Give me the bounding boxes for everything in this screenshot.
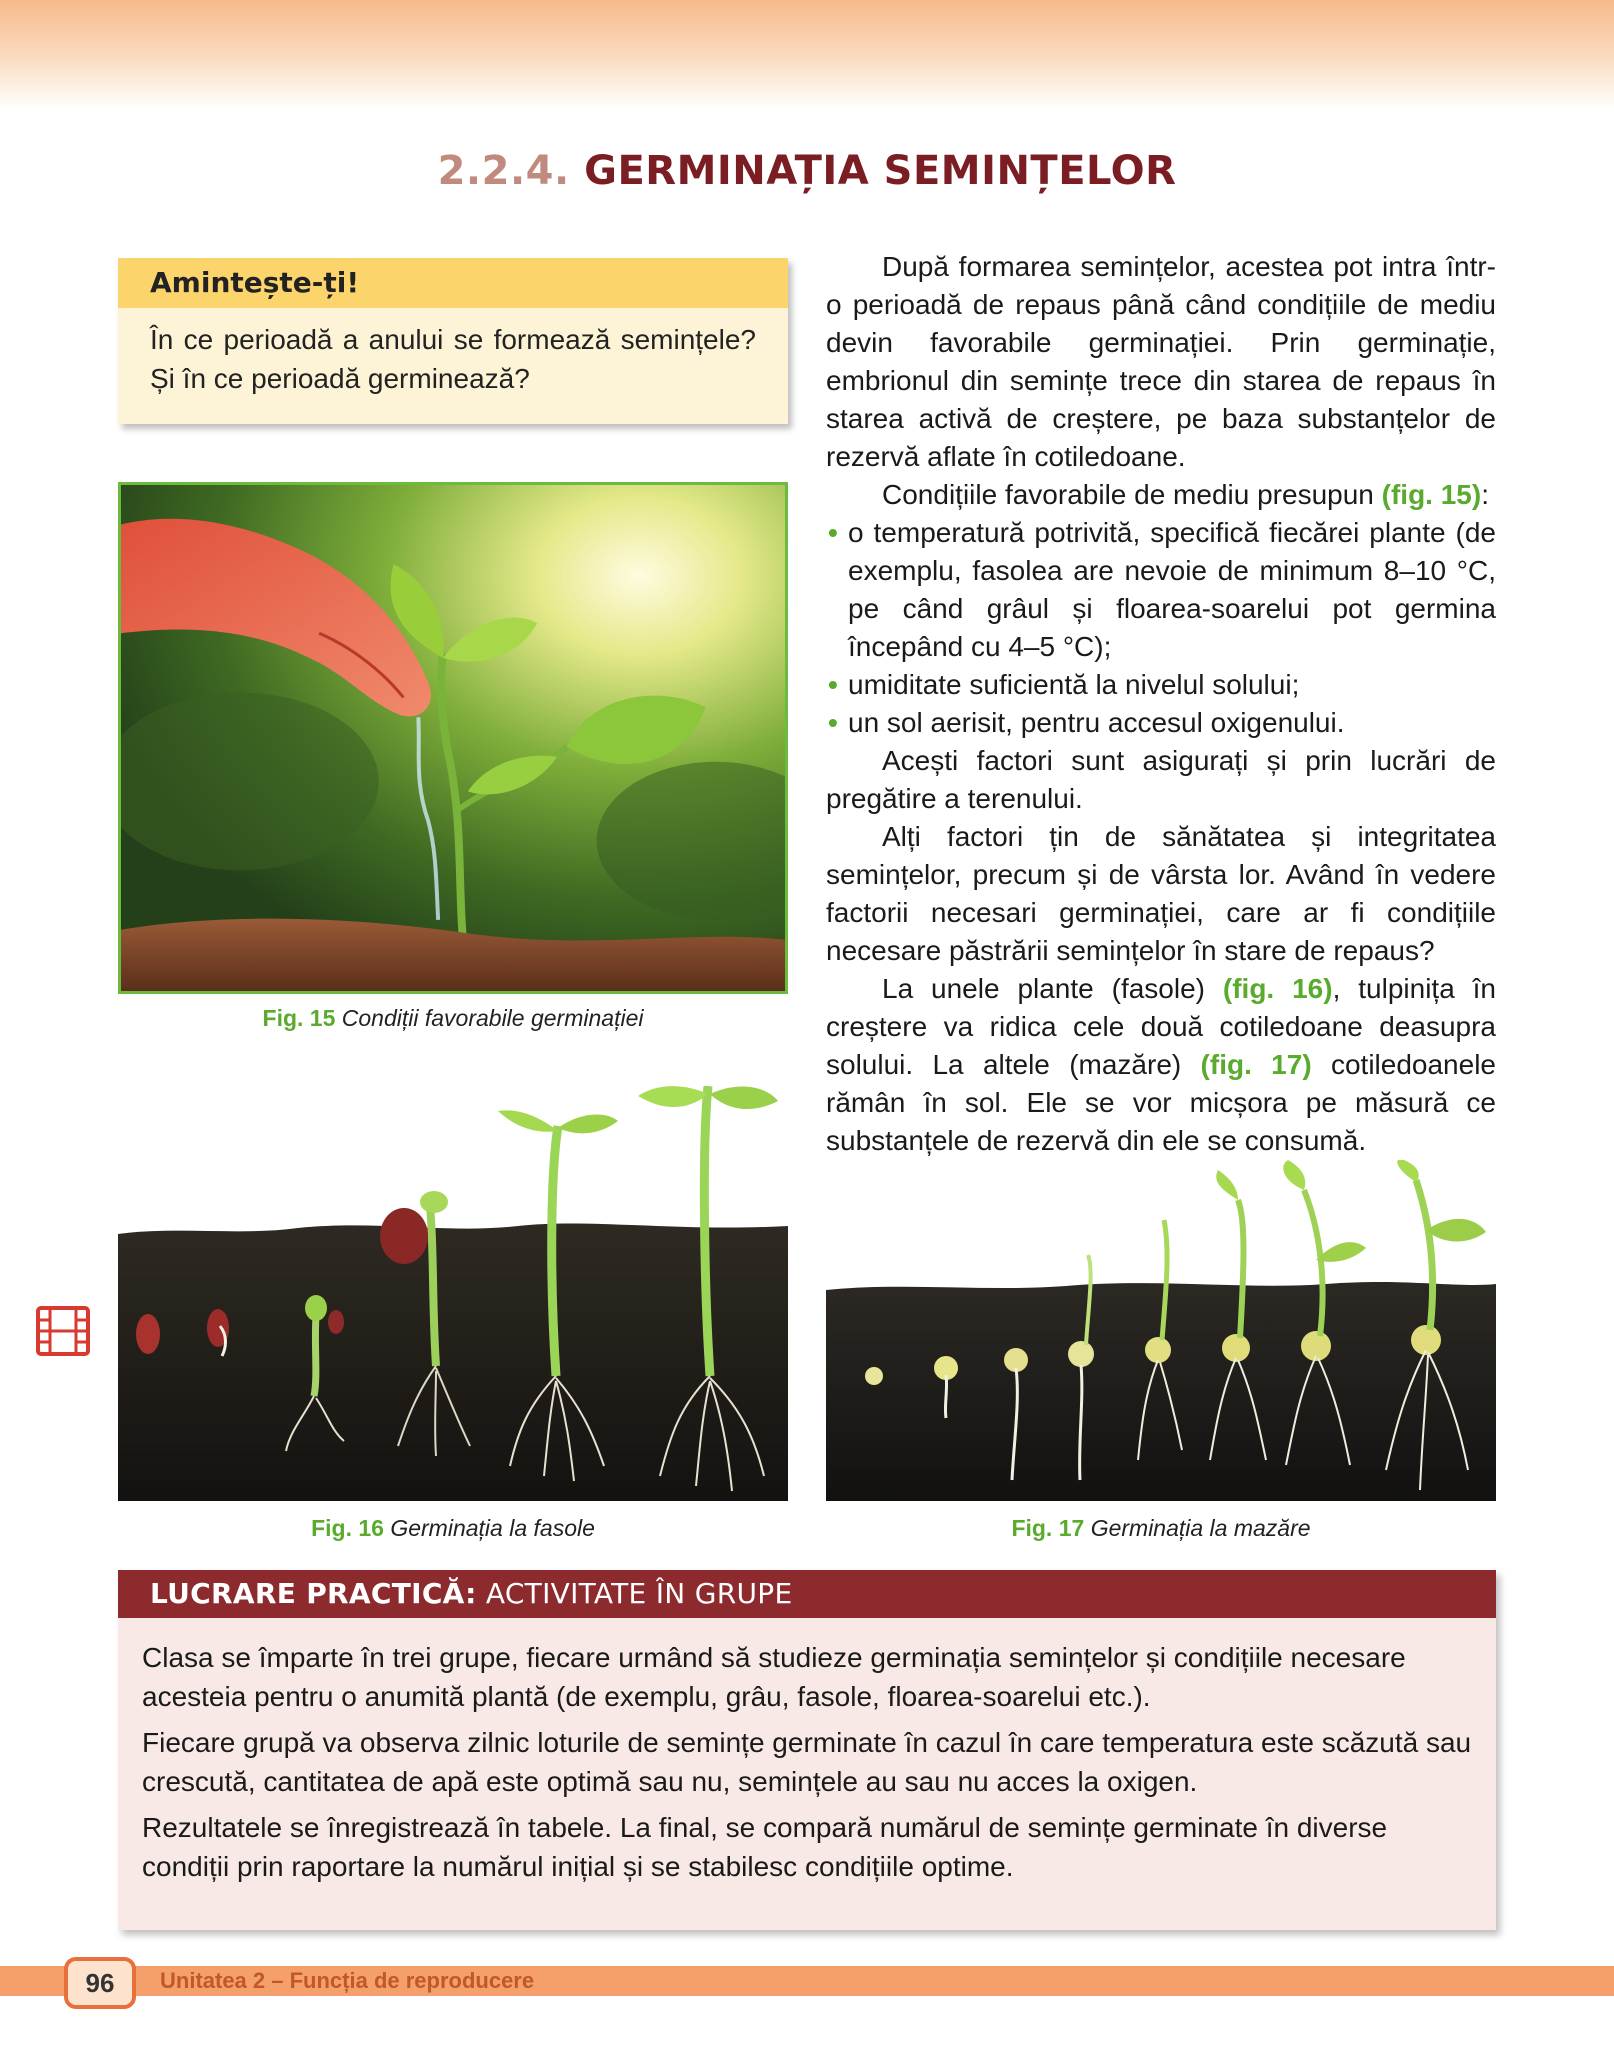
paragraph-seed-health: Alți factori țin de sănătatea și integritatea semințelor, precum și de vârsta lor. Având în vedere factorii necesari germinației, care ar fi condițiile necesare păstrării semințelor în stare de repaus?: [826, 821, 1496, 966]
paragraph-conditions: [826, 476, 1496, 514]
paragraph-cotyledons: [826, 970, 1496, 1160]
remember-question: [118, 308, 788, 398]
practical-work-heading-bold: LUCRARE PRACTICĂ:: [150, 1577, 477, 1610]
bean-germination-illustration: [118, 1086, 788, 1501]
condition-soil-aeration: • un sol aerisit, pentru accesul oxigenului.: [826, 704, 1496, 742]
fig16-caption: [118, 1515, 788, 1542]
practical-paragraph-3: Rezultatele se înregistrează în tabele. La final, se compară numărul de semințe germinate în diverse condiții prin raportare la numărul inițial și se stabilesc condițiile optime.: [142, 1812, 1388, 1882]
remember-heading: Amintește-ți!: [118, 258, 788, 308]
fig17-label: Fig. 17: [1011, 1515, 1085, 1541]
page-title: [0, 148, 1614, 194]
film-icon[interactable]: [36, 1306, 90, 1356]
condition-humidity: • umiditate suficientă la nivelul solului;: [826, 666, 1496, 704]
practical-work-box: [118, 1570, 1496, 1930]
fig15-image-watering-seedling: [118, 482, 788, 994]
paragraph-germination: După formarea semințelor, acestea pot intra într-o perioadă de repaus până când condițiile de mediu devin favorabile germinației. Prin germinație, embrionul din semințe trece din starea de repaus în starea activă de creștere, pe baza substanțelor de rezervă aflate în cotiledoane.: [826, 251, 1496, 472]
fig16-caption-text: Germinația la fasole: [390, 1515, 595, 1541]
practical-work-heading: [118, 1570, 1496, 1618]
paragraph-field-preparation: Acești factori sunt asigurați și prin lucrări de pregătire a terenului.: [826, 745, 1496, 814]
cotyledons-text-c: cotiledoanele rămân în sol. Ele se vor micșora pe măsură ce substanțele de rezervă din ele se consumă.: [826, 1049, 1496, 1156]
fig15-caption-text: Condiții favorabile germinației: [341, 1005, 644, 1031]
top-gradient-band: [0, 0, 1614, 110]
seedling-watering-illustration: [121, 485, 785, 991]
practical-paragraph-2: Fiecare grupă va observa zilnic loturile de semințe germinate în cazul în care temperatura este scăzută sau crescută, cantitatea de apă este optimă sau nu, semințele au sau nu acces la oxigen.: [142, 1727, 1472, 1797]
ref-fig16[interactable]: (fig. 16): [1222, 973, 1333, 1004]
fig15-caption: [118, 1005, 788, 1032]
ref-fig15[interactable]: (fig. 15): [1381, 479, 1482, 510]
page-number: 96: [64, 1957, 136, 2009]
fig16-image-bean-germination: [118, 1086, 788, 1501]
fig17-caption: [826, 1515, 1496, 1542]
practical-work-body: [118, 1618, 1496, 1886]
cotyledons-text-a: La unele plante (fasole): [882, 973, 1223, 1004]
remember-line-2: Și în ce perioadă germinează?: [150, 363, 530, 394]
section-title: GERMINAȚIA SEMINȚELOR: [584, 148, 1177, 194]
fig16-label: Fig. 16: [311, 1515, 384, 1541]
fig15-label: Fig. 15: [262, 1005, 336, 1031]
main-text-column: [826, 248, 1496, 1160]
practical-paragraph-1: Clasa se împarte în trei grupe, fiecare urmând să studieze germinația semințelor și condițiile necesare acesteia pentru o anumită plantă (de exemplu, grâu, fasole, floarea-soarelui etc.).: [142, 1642, 1406, 1712]
remember-line-1: În ce perioadă a anului se formează semințele?: [150, 324, 756, 355]
conditions-list: [826, 514, 1496, 742]
fig17-caption-text: Germinația la mazăre: [1090, 1515, 1311, 1541]
ref-fig17[interactable]: (fig. 17): [1200, 1049, 1312, 1080]
condition-temperature: • o temperatură potrivită, specifică fiecărei plante (de exemplu, fasolea are nevoie de minimum 8–10 °C, pe când grâul și floarea-soarelui pot germina începând cu 4–5 °C);: [826, 514, 1496, 666]
footer-unit-title: Unitatea 2 – Funcția de reproducere: [160, 1968, 535, 1993]
remember-box: [118, 258, 788, 424]
section-number: 2.2.4.: [437, 148, 570, 194]
practical-work-heading-rest: ACTIVITATE ÎN GRUPE: [476, 1577, 793, 1610]
fig17-image-pea-germination: [826, 1160, 1496, 1501]
pea-germination-illustration: [826, 1160, 1496, 1501]
conditions-colon: :: [1481, 479, 1489, 510]
conditions-text: Condițiile favorabile de mediu presupun: [882, 479, 1382, 510]
cotyledons-text-b: , tulpinița în creștere va ridica cele două cotiledoane deasupra solului. La altele (mazăre): [826, 973, 1497, 1080]
